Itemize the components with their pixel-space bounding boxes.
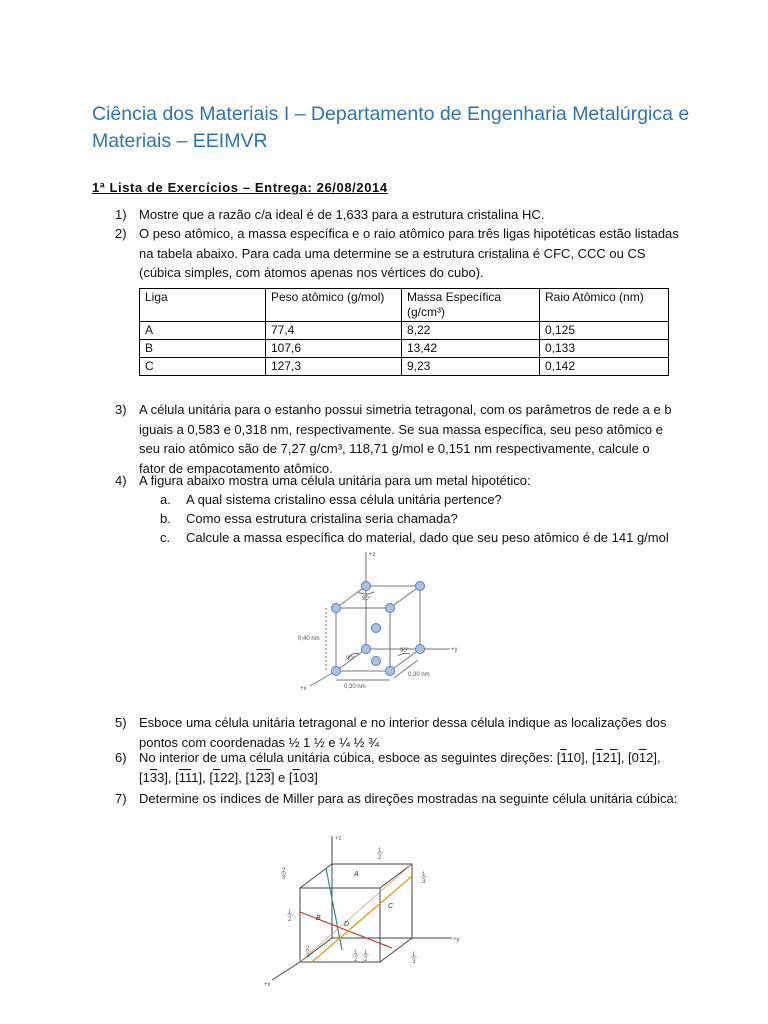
fraction-mark: 2: [288, 917, 292, 923]
angle-label: 90°: [346, 656, 356, 662]
back-face: [366, 586, 420, 649]
table-header-row: [140, 289, 669, 322]
question-text: O peso atômico, a massa específica e o raio atômico para três ligas hipotéticas estão listadas na tabela abaixo. Para cada uma determine se a estrutura cristalina é CFC, CCC ou CS (cúbica simples, com átomos apenas nos vértices do cubo).: [139, 226, 679, 280]
item-label: b.: [160, 511, 171, 526]
fraction-mark: 1: [412, 952, 416, 958]
y-axis-label: +y: [453, 937, 460, 943]
table-row: [140, 322, 669, 340]
y-axis-label: +y: [451, 647, 458, 653]
table-header: Liga: [140, 289, 266, 322]
x-axis-label: +x: [264, 982, 271, 988]
fraction-mark: 1: [364, 950, 368, 956]
height-label: 0,40 nm: [298, 636, 320, 642]
table-cell: 127,3: [266, 358, 402, 376]
table-row: [140, 340, 669, 358]
fraction-mark: 2: [354, 957, 358, 963]
z-axis-label: +z: [369, 552, 376, 558]
table-cell: 77,4: [266, 322, 402, 340]
direction-b: [300, 912, 392, 948]
table-cell: A: [140, 322, 266, 340]
fraction-mark: 1: [354, 950, 358, 956]
table-cell: 0,142: [540, 358, 669, 376]
table-cell: 107,6: [266, 340, 402, 358]
fraction-mark: 2: [364, 957, 368, 963]
x-axis-line: [272, 962, 300, 980]
fraction-mark: 3: [282, 875, 286, 881]
question-text: No interior de uma célula unitária cúbica, esboce as seguintes direções: [110], [121], [012], [133], [111], [122], [123] e [103]: [139, 750, 661, 785]
fraction-mark: 3: [412, 959, 416, 965]
depth-label: 0,30 nm: [408, 672, 430, 678]
fraction-mark: 2: [282, 868, 286, 874]
question-text: Determine os índices de Miller para as direções mostradas na seguinte célula unitária cúbica:: [139, 791, 678, 806]
question-number: 4): [115, 473, 127, 488]
question-number: 3): [115, 402, 127, 417]
fraction-mark: 1: [378, 848, 382, 854]
width-label: 0,30 nm: [344, 684, 366, 690]
label-a: A: [354, 871, 359, 878]
item-label: a.: [160, 492, 171, 507]
question-number: 1): [115, 207, 127, 222]
item-text: Como essa estrutura cristalina seria chamada?: [186, 511, 458, 526]
table-cell: C: [140, 358, 266, 376]
table-cell: B: [140, 340, 266, 358]
fraction-mark: 1: [288, 910, 292, 916]
front-face: [336, 608, 390, 671]
question-text: A célula unitária para o estanho possui simetria tetragonal, com os parâmetros de rede a e b iguais a 0,583 e 0,318 nm, respectivamente. Se sua massa específica, seu peso atômico e seu raio atômico são de 7,27 g/cm³, 118,71 g/mol e 0,151 nm respectivamente, calcule o fator de empacotamento atômico.: [139, 402, 672, 476]
table-header: Raio Atômico (nm): [540, 289, 669, 322]
fraction-mark: 3: [422, 879, 426, 885]
item-text: A qual sistema cristalino essa célula unitária pertence?: [186, 492, 502, 507]
table-header: Massa Específica (g/cm³): [402, 289, 540, 322]
table-header: Peso atômico (g/mol): [266, 289, 402, 322]
table-cell: 9,23: [402, 358, 540, 376]
label-b: B: [316, 915, 321, 922]
table-cell: 13,42: [402, 340, 540, 358]
fraction-mark: 1: [422, 872, 426, 878]
document-title: Ciência dos Materiais I – Departamento de Engenharia Metalúrgica e Materiais – EEIMVR: [92, 103, 690, 152]
table-cell: 0,125: [540, 322, 669, 340]
question-text: Esboce uma célula unitária tetragonal e no interior dessa célula indique as localizações dos pontos com coordenadas ½ 1 ½ e ¼ ½ ¾: [139, 715, 667, 750]
fraction-mark: 2: [306, 946, 310, 952]
fraction-mark: 2: [378, 855, 382, 861]
angle-label: 90°: [400, 648, 410, 654]
z-axis-label: +z: [335, 836, 342, 842]
label-c: C: [388, 903, 394, 910]
question-number: 2): [115, 226, 127, 241]
x-axis-label: +x: [300, 686, 307, 692]
exercise-list-heading: 1ª Lista de Exercícios – Entrega: 26/08/2014: [92, 180, 388, 195]
alloy-table: [139, 288, 669, 376]
direction-d: [300, 864, 412, 962]
question-text: A figura abaixo mostra uma célula unitária para um metal hipotético:: [139, 473, 531, 488]
miller-directions-figure: [262, 828, 472, 993]
label-d: D: [344, 921, 350, 928]
angle-label: 90°: [362, 596, 372, 602]
fraction-mark: 3: [306, 953, 310, 959]
table-row: [140, 358, 669, 376]
question-text-prefix: No interior de uma célula unitária cúbica, esboce as seguintes direções:: [139, 750, 554, 765]
item-label: c.: [160, 530, 171, 545]
item-text: Calcule a massa específica do material, dado que seu peso atômico é de 141 g/mol: [186, 530, 669, 545]
unit-cell-figure: [290, 548, 470, 698]
table-cell: 0,133: [540, 340, 669, 358]
question-number: 5): [115, 715, 127, 730]
question-number: 6): [115, 750, 127, 765]
question-number: 7): [115, 791, 127, 806]
question-text: Mostre que a razão c/a ideal é de 1,633 para a estrutura cristalina HC.: [139, 207, 545, 222]
table-cell: 8,22: [402, 322, 540, 340]
